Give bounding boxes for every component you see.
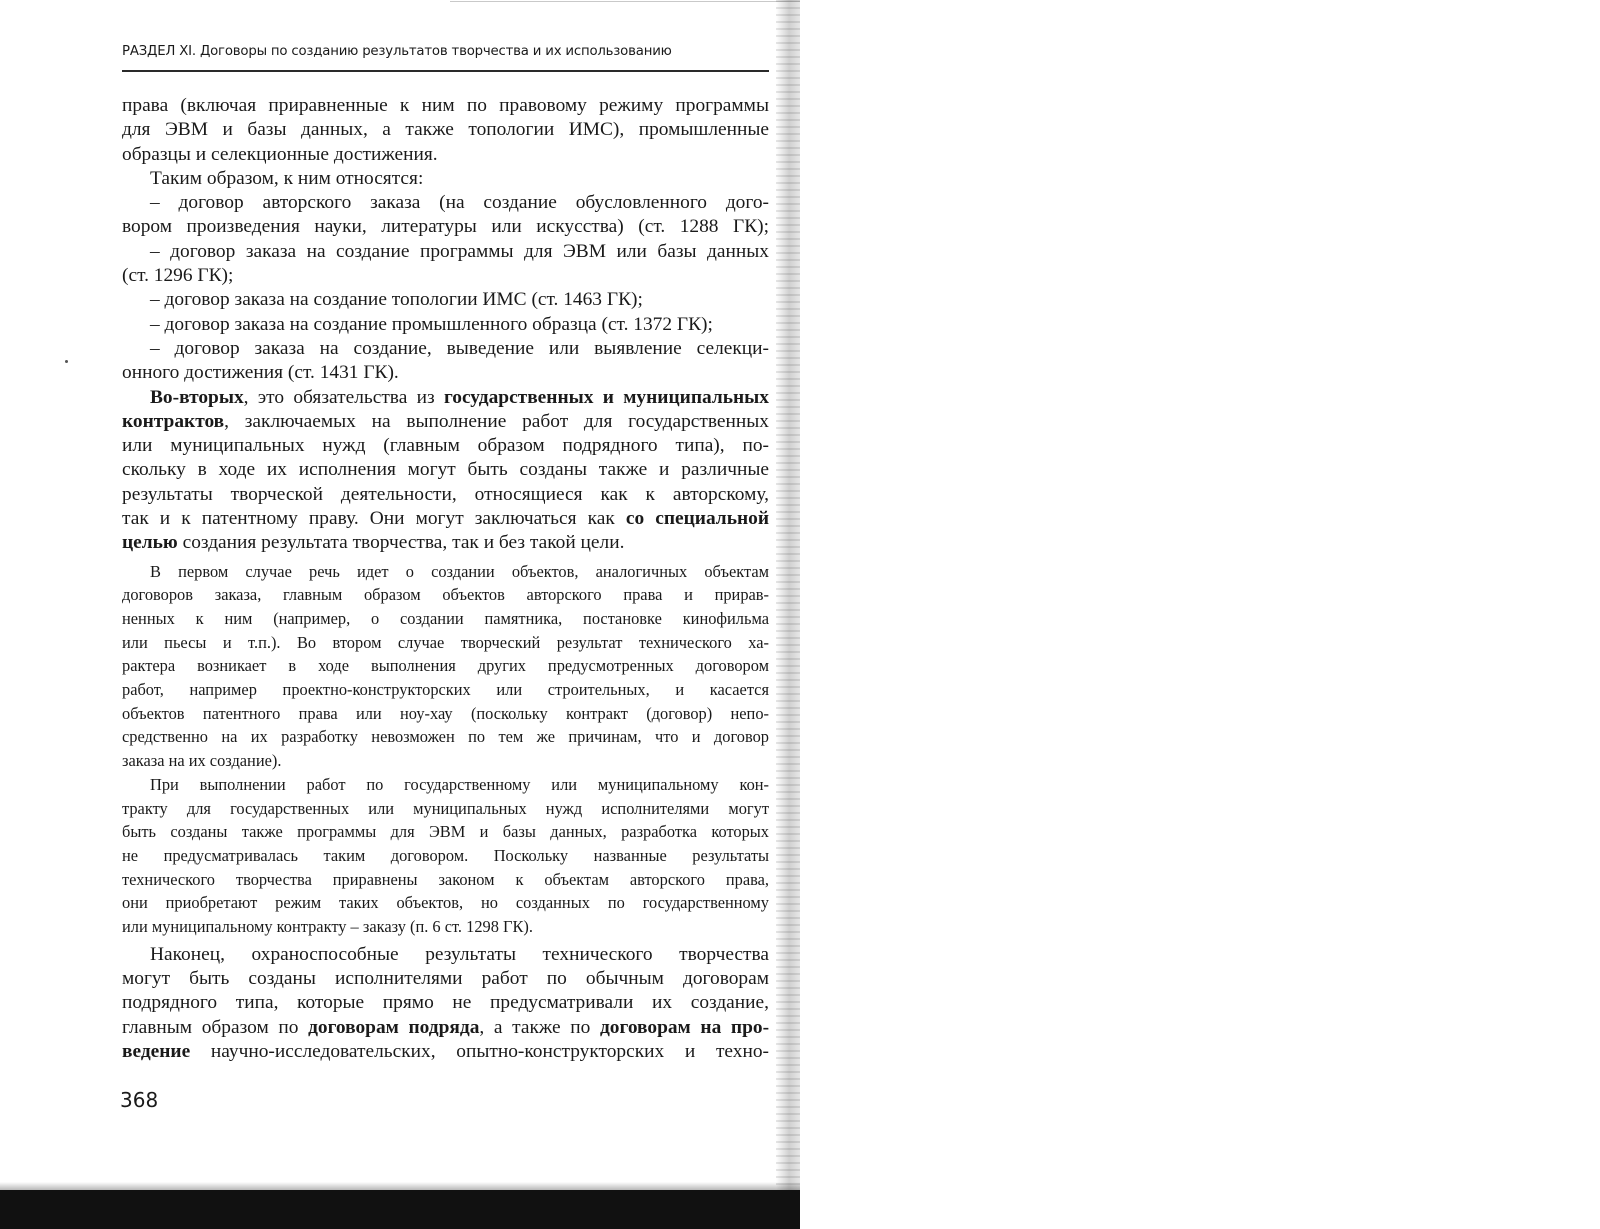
scan-speck: [65, 360, 68, 363]
text-line: или муниципальных нужд (главным образом подрядного типа), по-: [122, 435, 769, 457]
page-number: 368: [120, 1088, 159, 1112]
text-line: [122, 386, 769, 410]
small-text-line: рактера возникает в ходе выполнения других предусмотренных договором: [122, 656, 769, 676]
list-item-line: – договор заказа на создание промышленного образца (ст. 1372 ГК);: [150, 313, 713, 335]
bold-term: ведение: [122, 1040, 191, 1062]
text-line: права (включая приравненные к ним по правовому режиму программы: [122, 95, 769, 116]
list-item-line: вором произведения науки, литературы или искусства) (ст. 1288 ГК);: [122, 216, 769, 238]
text-span: так и к патентному праву. Они могут заключаться как: [122, 508, 626, 530]
small-text-line: быть созданы также программы для ЭВМ и базы данных, разработка которых: [122, 822, 769, 842]
text-line: [122, 410, 769, 434]
bold-term: со специальной: [625, 508, 769, 530]
running-header: РАЗДЕЛ XI. Договоры по созданию результатов творчества и их использованию: [122, 44, 672, 59]
header-rule: [122, 70, 769, 72]
small-text-line: или пьесы и т.п.). Во втором случае творческий результат технического ха-: [122, 632, 769, 652]
small-text-line: тракту для государственных или муниципальных нужд исполнителями могут: [122, 798, 769, 818]
bold-term: контрактов: [122, 410, 225, 432]
small-text-line: не предусматривалась таким договором. Поскольку названные результаты: [122, 845, 769, 865]
list-item-line: – договор заказа на создание программы для ЭВМ или базы данных: [150, 240, 769, 262]
body-text: [122, 94, 769, 1064]
text-line: Таким образом, к ним относятся:: [150, 167, 424, 189]
text-span: , а также по: [479, 1016, 600, 1038]
small-text-line: или муниципальному контракту – заказу (п. 6 ст. 1298 ГК).: [122, 916, 533, 936]
list-item-line: – договор авторского заказа (на создание обусловленного дого-: [150, 192, 769, 214]
list-item-line: – договор заказа на создание, выведение или выявление селекци-: [150, 337, 769, 359]
text-span: , это обязательства из: [243, 386, 444, 408]
small-text-line: объектов патентного права или ноу-хау (поскольку контракт (договор) непо-: [122, 703, 769, 723]
small-text-line: работ, например проектно-конструкторских или строительных, и касается: [122, 680, 769, 700]
small-text-line: заказа на их создание).: [122, 751, 282, 771]
text-span: создания результата творчества, так и без такой цели.: [177, 532, 625, 554]
bold-term: целью: [122, 532, 178, 554]
text-line: скольку в ходе их исполнения могут быть созданы также и различные: [122, 459, 769, 481]
text-line: подрядного типа, которые прямо не предусматривали их создание,: [122, 992, 769, 1014]
book-gutter-shadow: [776, 0, 800, 1200]
list-item-line: – договор заказа на создание топологии ИМС (ст. 1463 ГК);: [150, 289, 643, 311]
blank-facing-area: [800, 0, 1600, 1229]
scan-bottom-bar: [0, 1190, 800, 1229]
small-text-line: В первом случае речь идет о создании объектов, аналогичных объектам: [150, 561, 769, 581]
page-top-edge: [450, 1, 800, 2]
bold-term: Во-вторых: [150, 386, 244, 408]
text-line: результаты творческой деятельности, относящиеся как к авторскому,: [122, 483, 769, 505]
text-line: [122, 1040, 769, 1064]
small-text-line: ненных к ним (например, о создании памятника, постановке кинофильма: [122, 609, 769, 629]
bold-term: договорам подряда: [308, 1016, 480, 1038]
small-text-line: При выполнении работ по государственному или муниципальному кон-: [150, 774, 769, 794]
small-text-line: договоров заказа, главным образом объектов авторского права и прирав-: [122, 585, 769, 605]
bold-term: договорам на про-: [600, 1016, 770, 1038]
small-text-line: технического творчества приравнены законом к объектам авторского права,: [122, 869, 769, 889]
bold-term: государственных и муниципальных: [443, 386, 769, 408]
list-item-line: онного достижения (ст. 1431 ГК).: [122, 362, 399, 384]
text-line: [122, 531, 769, 555]
text-span: главным образом по: [122, 1016, 309, 1038]
text-line: Наконец, охраноспособные результаты технического творчества: [150, 943, 769, 965]
text-line: для ЭВМ и базы данных, а также топологии ИМС), промышленные: [122, 119, 769, 141]
text-span: научно-исследовательских, опытно-конструкторских и техно-: [190, 1040, 769, 1062]
small-text-line: средственно на их разработку невозможен по тем же причинам, что и договор: [122, 727, 769, 747]
list-item-line: (ст. 1296 ГК);: [122, 265, 234, 287]
small-text-line: они приобретают режим таких объектов, но созданных по государственному: [122, 893, 769, 913]
text-line: образцы и селекционные достижения.: [122, 143, 438, 165]
text-line: могут быть созданы исполнителями работ по обычным договорам: [122, 967, 769, 989]
text-line: [122, 1016, 769, 1040]
text-span: , заключаемых на выполнение работ для государственных: [224, 410, 769, 432]
text-line: [122, 507, 769, 531]
